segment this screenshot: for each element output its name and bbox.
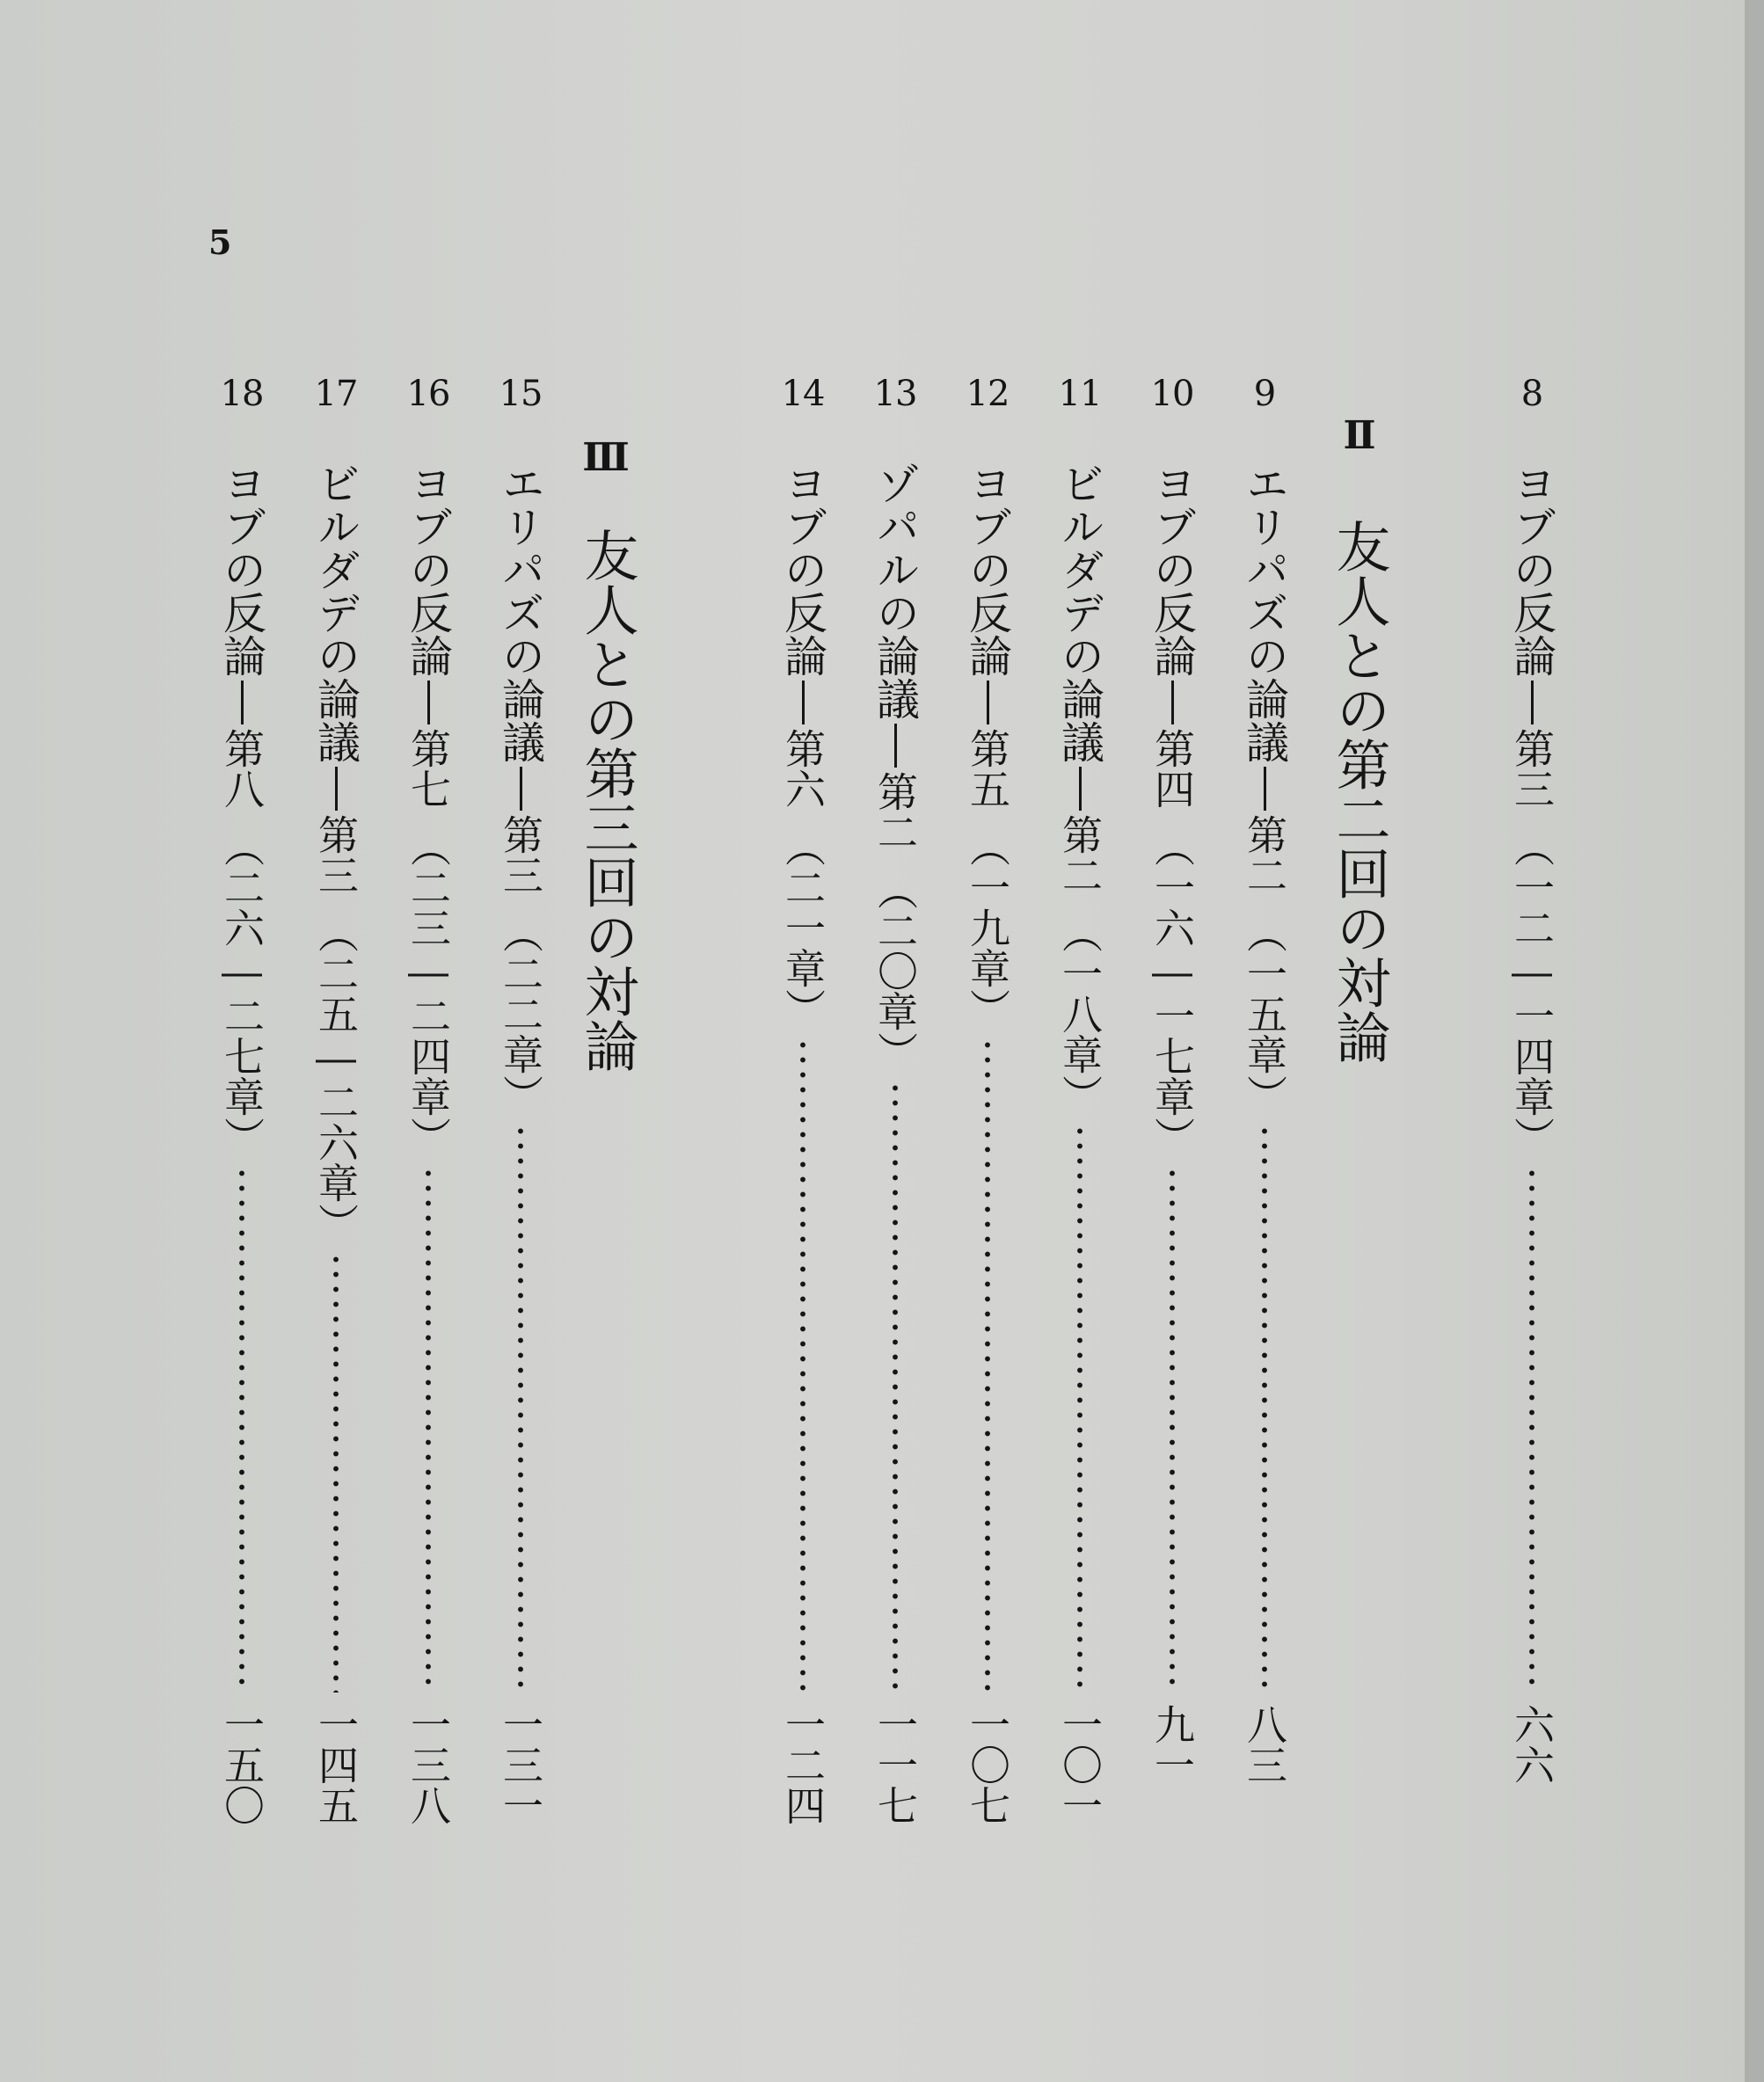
entry-page: 八三 xyxy=(1241,1704,1288,1785)
entry-page: 一五〇 xyxy=(218,1704,266,1825)
entry-number: 16 xyxy=(406,374,450,414)
dot-leader xyxy=(238,1166,245,1693)
entry-number: 10 xyxy=(1150,374,1194,414)
entry-ref: （一九章） xyxy=(964,826,1011,1029)
part-ii-title: 友人との第二回の対論 xyxy=(1327,519,1391,1064)
page-number: 5 xyxy=(208,222,232,262)
entry-dash xyxy=(427,681,430,724)
entry-number: 15 xyxy=(499,374,543,414)
entry-title: ヨブの反論 xyxy=(777,462,828,677)
entry-ordinal: 第二 xyxy=(871,771,919,852)
entry-ref: （二五―二六章） xyxy=(312,913,360,1243)
entry-page: 一〇一 xyxy=(1056,1704,1104,1825)
entry-ordinal: 第三 xyxy=(497,814,544,895)
part-iii-numeral: Ⅲ xyxy=(582,435,628,480)
dot-leader xyxy=(425,1166,432,1693)
entry-title: ヨブの反論 xyxy=(1147,462,1198,677)
part-ii-numeral: Ⅱ xyxy=(1343,413,1374,458)
dot-leader xyxy=(799,1037,806,1693)
entry-dash xyxy=(802,681,805,724)
entry-ref: （二六―二七章） xyxy=(218,826,266,1157)
entry-dash xyxy=(241,681,244,724)
dot-leader xyxy=(984,1037,991,1693)
entry-dash xyxy=(1171,681,1174,724)
entry-ordinal: 第七 xyxy=(405,728,452,809)
entry-page: 一二四 xyxy=(779,1704,827,1825)
entry-ordinal: 第五 xyxy=(964,728,1011,809)
entry-page: 一〇七 xyxy=(964,1704,1011,1825)
entry-title: ビルダデの論議 xyxy=(1054,462,1105,763)
entry-page: 九一 xyxy=(1148,1704,1196,1785)
entry-ref: （二二章） xyxy=(497,913,544,1115)
entry-number: 9 xyxy=(1253,374,1276,414)
entry-title: エリパズの論議 xyxy=(495,462,546,763)
dot-leader xyxy=(332,1252,339,1693)
entry-title: ヨブの反論 xyxy=(403,462,454,677)
entry-number: 13 xyxy=(873,374,917,414)
entry-ordinal: 第四 xyxy=(1148,728,1196,809)
entry-title: ヨブの反論 xyxy=(1506,462,1557,677)
entry-dash xyxy=(335,767,338,811)
entry-dash xyxy=(987,681,989,724)
entry-number: 18 xyxy=(220,374,264,414)
part-iii-title: 友人との第三回の対論 xyxy=(575,528,639,1073)
entry-page: 一四五 xyxy=(312,1704,360,1825)
dot-leader xyxy=(1169,1166,1176,1693)
page-edge xyxy=(1745,0,1764,2082)
entry-ref: （二一章） xyxy=(779,826,827,1029)
dot-leader xyxy=(1076,1124,1083,1693)
entry-number: 14 xyxy=(781,374,825,414)
entry-title: エリパズの論議 xyxy=(1239,462,1290,763)
entry-page: 六六 xyxy=(1508,1704,1556,1785)
entry-title: ヨブの反論 xyxy=(962,462,1013,677)
entry-ordinal: 第六 xyxy=(779,728,827,809)
dot-leader xyxy=(1528,1166,1535,1693)
entry-page: 一一七 xyxy=(871,1704,919,1825)
entry-ordinal: 第二 xyxy=(1056,814,1104,895)
entry-page: 一三一 xyxy=(497,1704,544,1825)
entry-ordinal: 第二 xyxy=(1241,814,1288,895)
entry-ordinal: 第八 xyxy=(218,728,266,809)
entry-ordinal: 第三 xyxy=(1508,728,1556,809)
entry-number: 12 xyxy=(966,374,1010,414)
dot-leader xyxy=(517,1124,524,1693)
entry-ref: （一二―一四章） xyxy=(1508,826,1556,1157)
entry-dash xyxy=(520,767,522,811)
entry-title: ヨブの反論 xyxy=(216,462,267,677)
entry-number: 8 xyxy=(1520,374,1543,414)
entry-ordinal: 第三 xyxy=(312,814,360,895)
entry-dash xyxy=(1079,767,1082,811)
entry-ref: （一六―一七章） xyxy=(1148,826,1196,1157)
entry-dash xyxy=(1531,681,1534,724)
dot-leader xyxy=(1261,1124,1268,1693)
entry-ref: （一八章） xyxy=(1056,913,1104,1115)
entry-ref: （二〇章） xyxy=(871,870,919,1072)
entry-ref: （一五章） xyxy=(1241,913,1288,1115)
entry-number: 11 xyxy=(1058,374,1102,414)
entry-title: ビルダデの論議 xyxy=(310,462,361,763)
entry-ref: （二三―二四章） xyxy=(405,826,452,1157)
entry-dash xyxy=(894,724,897,768)
entry-title: ゾパルの論議 xyxy=(870,462,921,720)
entry-page: 一三八 xyxy=(405,1704,452,1825)
entry-dash xyxy=(1264,767,1266,811)
dot-leader xyxy=(892,1081,899,1693)
entry-number: 17 xyxy=(314,374,358,414)
